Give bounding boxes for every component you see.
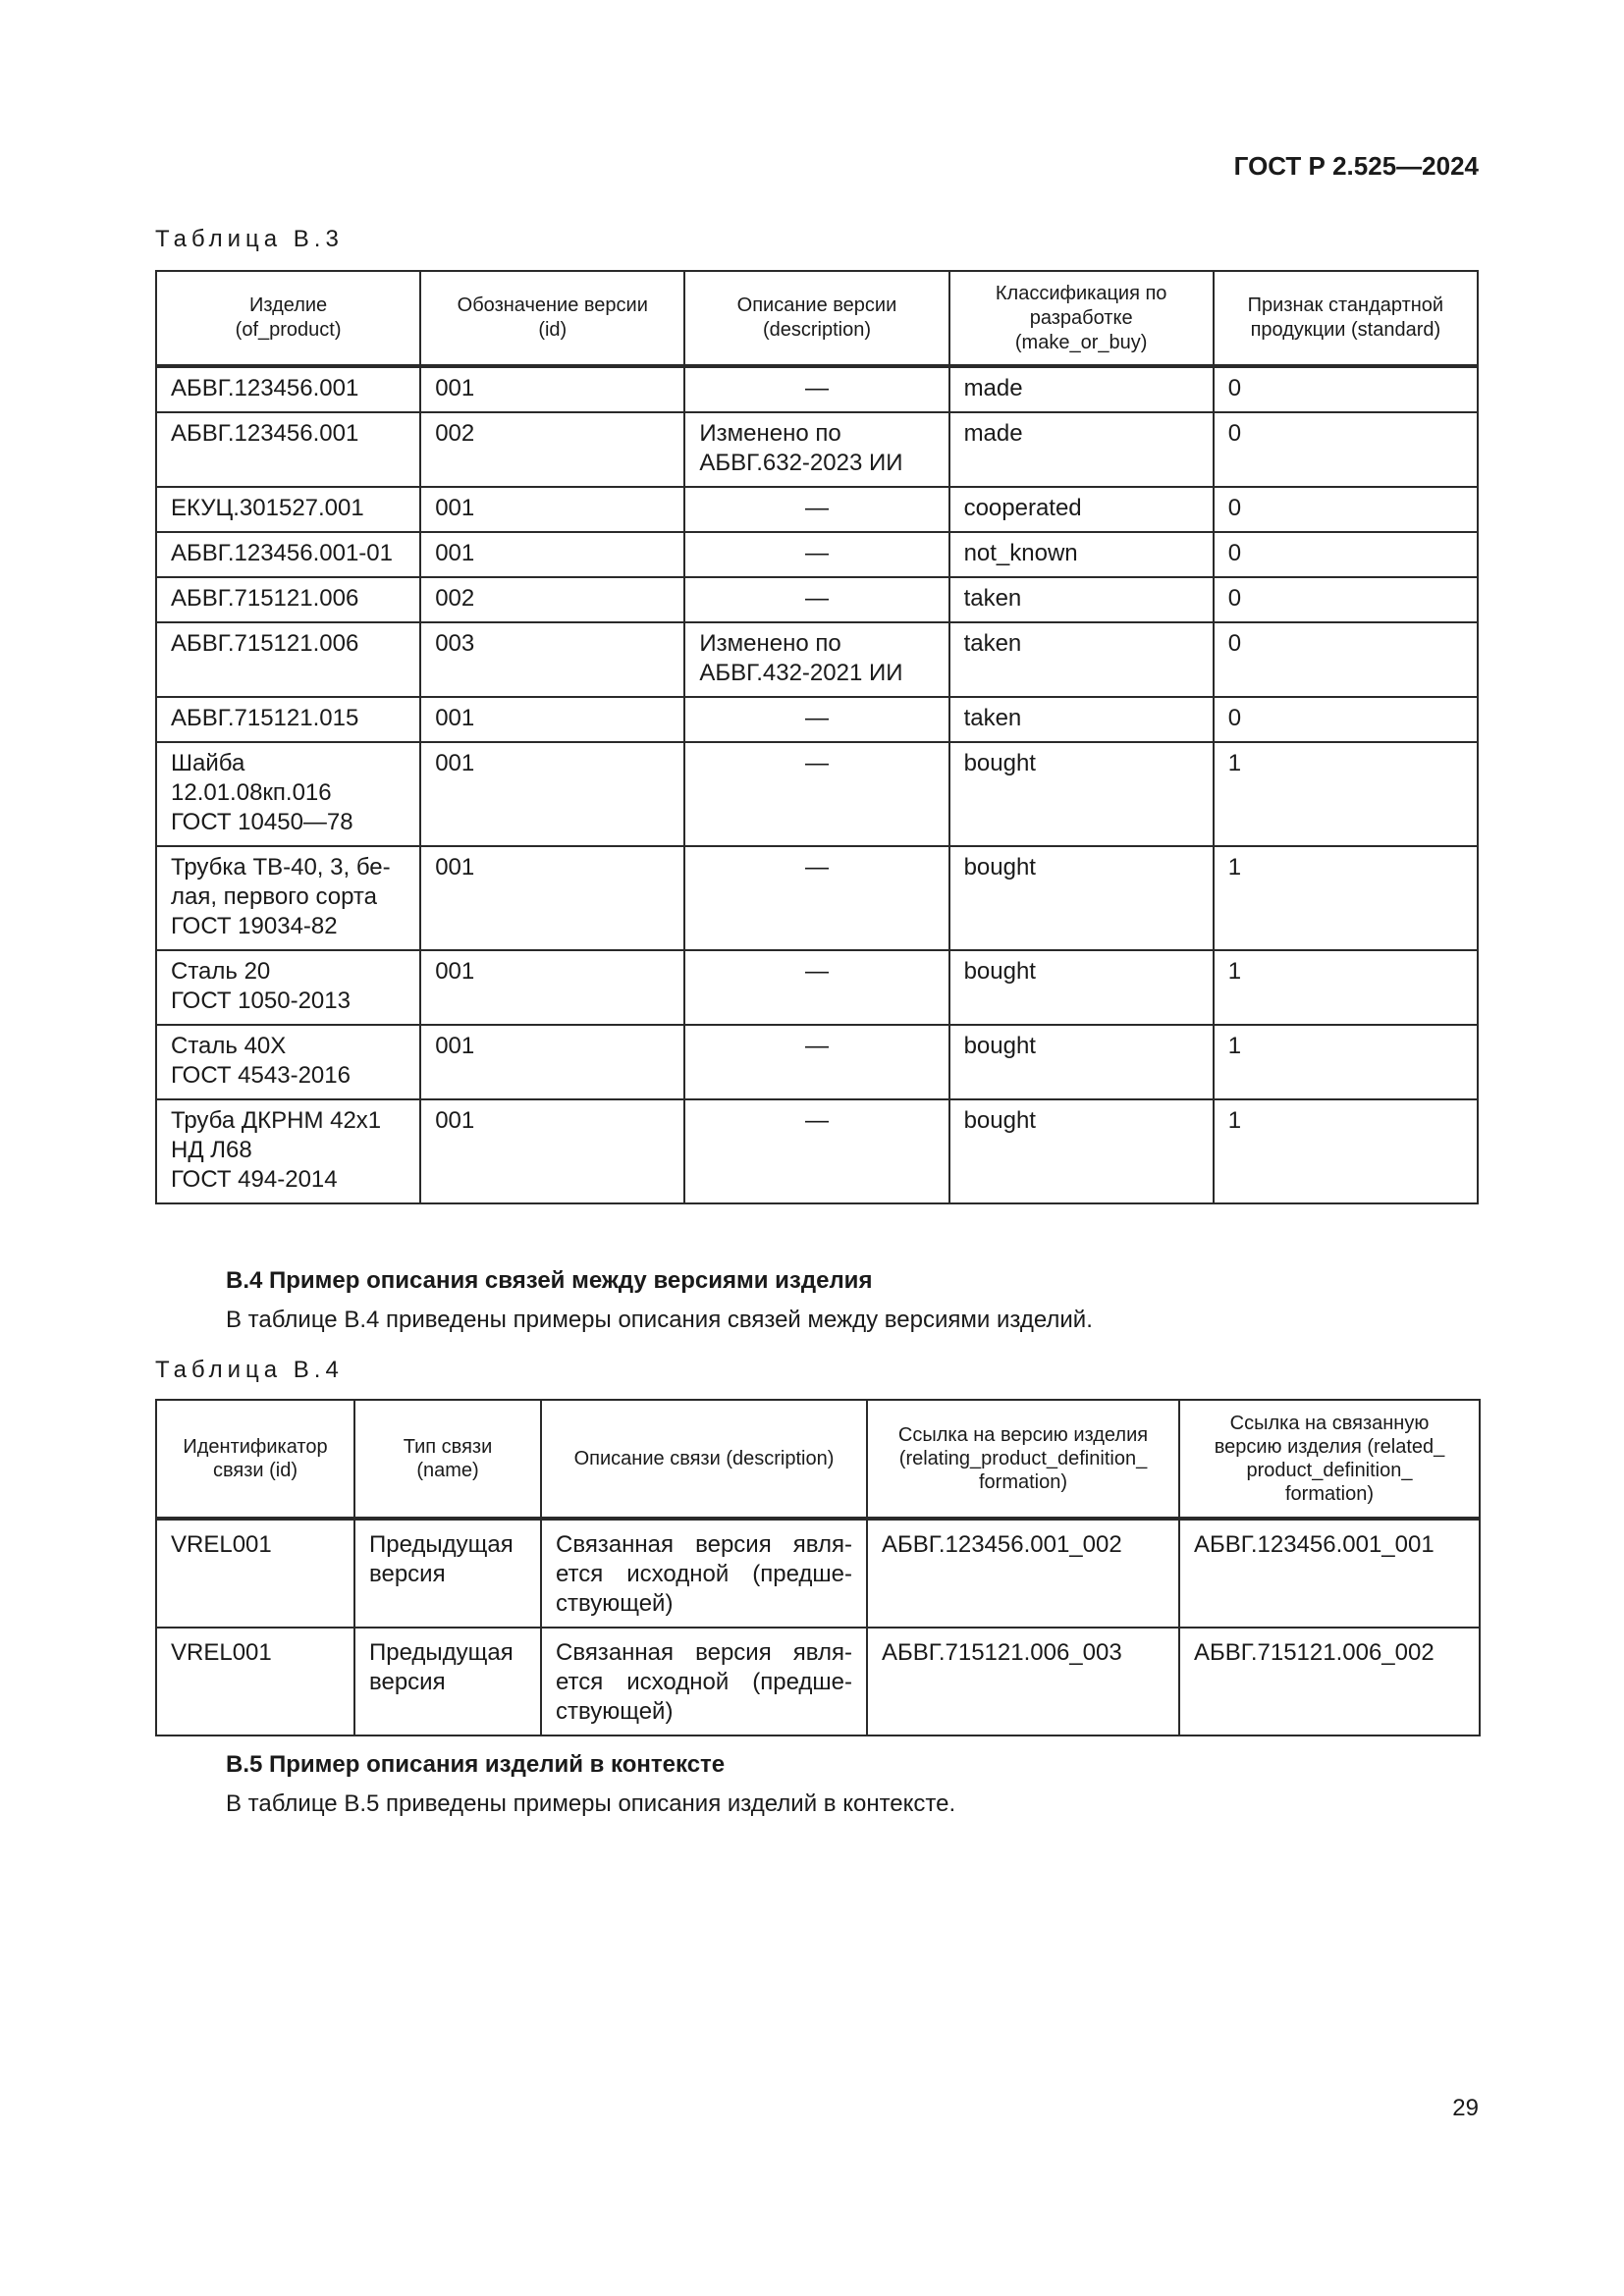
cell-make-or-buy: cooperated — [949, 487, 1214, 532]
cell-version-description: — — [684, 487, 948, 532]
cell-product: АБВГ.715121.015 — [156, 697, 420, 742]
cell-product: Сталь 20 ГОСТ 1050-2013 — [156, 950, 420, 1025]
cell-version-id: 001 — [420, 366, 684, 412]
cell-link-type: Предыдущая версия — [354, 1628, 541, 1735]
cell-standard: 1 — [1214, 1099, 1478, 1203]
cell-version-description: — — [684, 950, 948, 1025]
table-b3 — [155, 270, 1479, 1204]
table-row — [156, 1519, 1480, 1628]
cell-product: Труба ДКРНМ 42х1 НД Л68 ГОСТ 494-2014 — [156, 1099, 420, 1203]
cell-version-description: — — [684, 742, 948, 846]
cell-make-or-buy: taken — [949, 622, 1214, 697]
table-row — [156, 1628, 1480, 1735]
cell-link-type: Предыдущая версия — [354, 1519, 541, 1628]
cell-standard: 0 — [1214, 366, 1478, 412]
col-header-make-or-buy: Классификация по разработке (make_or_buy) — [949, 271, 1214, 366]
cell-version-description: — — [684, 1099, 948, 1203]
section-b4-title: В.4 Пример описания связей между версиями изделия — [226, 1267, 873, 1294]
cell-standard: 1 — [1214, 846, 1478, 950]
cell-related-version: АБВГ.123456.001_001 — [1179, 1519, 1480, 1628]
cell-version-id: 001 — [420, 950, 684, 1025]
col-header-version-description: Описание версии (description) — [684, 271, 948, 366]
cell-standard: 1 — [1214, 950, 1478, 1025]
cell-standard: 0 — [1214, 412, 1478, 487]
cell-standard: 0 — [1214, 697, 1478, 742]
table-row — [156, 532, 1478, 577]
cell-version-description: — — [684, 532, 948, 577]
cell-version-description: — — [684, 366, 948, 412]
page-number: 29 — [1452, 2095, 1479, 2121]
cell-product: Трубка ТВ-40, 3, бе- лая, первого сорта ГОСТ 19034-82 — [156, 846, 420, 950]
cell-make-or-buy: taken — [949, 697, 1214, 742]
cell-product: АБВГ.123456.001 — [156, 412, 420, 487]
cell-link-description: Связанная версия явля-ется исходной (предше-ствующей) — [541, 1628, 867, 1735]
table-b3-header-row — [156, 271, 1478, 366]
col-header-version-id: Обозначение версии (id) — [420, 271, 684, 366]
document-code: ГОСТ Р 2.525—2024 — [1233, 151, 1479, 181]
table-b4 — [155, 1399, 1481, 1736]
cell-product: АБВГ.123456.001 — [156, 366, 420, 412]
cell-make-or-buy: made — [949, 366, 1214, 412]
section-b5-title: В.5 Пример описания изделий в контексте — [226, 1751, 726, 1778]
table-row — [156, 412, 1478, 487]
table-row — [156, 366, 1478, 412]
cell-make-or-buy: bought — [949, 1099, 1214, 1203]
cell-standard: 0 — [1214, 622, 1478, 697]
col-header-link-id: Идентификатор связи (id) — [156, 1400, 354, 1519]
cell-version-id: 001 — [420, 1099, 684, 1203]
cell-relating-version: АБВГ.123456.001_002 — [867, 1519, 1179, 1628]
col-header-link-type: Тип связи (name) — [354, 1400, 541, 1519]
cell-version-id: 001 — [420, 487, 684, 532]
cell-make-or-buy: bought — [949, 742, 1214, 846]
cell-version-id: 001 — [420, 846, 684, 950]
cell-link-id: VREL001 — [156, 1628, 354, 1735]
cell-make-or-buy: bought — [949, 950, 1214, 1025]
table-row — [156, 622, 1478, 697]
col-header-relating-version: Ссылка на версию изделия (relating_product_definition_ formation) — [867, 1400, 1179, 1519]
table-row — [156, 1025, 1478, 1099]
cell-version-id: 001 — [420, 1025, 684, 1099]
cell-standard: 1 — [1214, 1025, 1478, 1099]
cell-make-or-buy: not_known — [949, 532, 1214, 577]
table-row — [156, 487, 1478, 532]
cell-make-or-buy: bought — [949, 846, 1214, 950]
cell-version-id: 001 — [420, 697, 684, 742]
cell-product: ЕКУЦ.301527.001 — [156, 487, 420, 532]
table-b4-caption: Таблица В.4 — [155, 1357, 344, 1383]
cell-related-version: АБВГ.715121.006_002 — [1179, 1628, 1480, 1735]
col-header-standard: Признак стандартной продукции (standard) — [1214, 271, 1478, 366]
cell-product: Сталь 40Х ГОСТ 4543-2016 — [156, 1025, 420, 1099]
cell-version-id: 001 — [420, 532, 684, 577]
col-header-link-description: Описание связи (description) — [541, 1400, 867, 1519]
table-row — [156, 577, 1478, 622]
cell-standard: 0 — [1214, 487, 1478, 532]
col-header-product: Изделие (of_product) — [156, 271, 420, 366]
section-b4-paragraph: В таблице В.4 приведены примеры описания связей между версиями изделий. — [226, 1307, 1093, 1333]
table-b4-header-row — [156, 1400, 1480, 1519]
cell-product: Шайба 12.01.08кп.016 ГОСТ 10450—78 — [156, 742, 420, 846]
cell-product: АБВГ.715121.006 — [156, 577, 420, 622]
cell-version-description: — — [684, 697, 948, 742]
table-b3-caption: Таблица В.3 — [155, 226, 344, 252]
cell-product: АБВГ.123456.001-01 — [156, 532, 420, 577]
cell-relating-version: АБВГ.715121.006_003 — [867, 1628, 1179, 1735]
table-row — [156, 697, 1478, 742]
cell-link-description: Связанная версия явля-ется исходной (предше-ствующей) — [541, 1519, 867, 1628]
table-row — [156, 950, 1478, 1025]
cell-make-or-buy: taken — [949, 577, 1214, 622]
cell-product: АБВГ.715121.006 — [156, 622, 420, 697]
cell-version-id: 002 — [420, 412, 684, 487]
cell-standard: 1 — [1214, 742, 1478, 846]
cell-standard: 0 — [1214, 577, 1478, 622]
cell-version-description: Изменено по АБВГ.632-2023 ИИ — [684, 412, 948, 487]
cell-version-description: — — [684, 846, 948, 950]
cell-version-id: 001 — [420, 742, 684, 846]
cell-version-description: — — [684, 577, 948, 622]
cell-standard: 0 — [1214, 532, 1478, 577]
cell-version-description: Изменено по АБВГ.432-2021 ИИ — [684, 622, 948, 697]
cell-version-description: — — [684, 1025, 948, 1099]
table-row — [156, 1099, 1478, 1203]
table-row — [156, 742, 1478, 846]
cell-version-id: 003 — [420, 622, 684, 697]
cell-make-or-buy: bought — [949, 1025, 1214, 1099]
col-header-related-version: Ссылка на связанную версию изделия (related_ product_definition_ formation) — [1179, 1400, 1480, 1519]
section-b5-paragraph: В таблице В.5 приведены примеры описания изделий в контексте. — [226, 1790, 956, 1817]
table-row — [156, 846, 1478, 950]
cell-link-id: VREL001 — [156, 1519, 354, 1628]
cell-make-or-buy: made — [949, 412, 1214, 487]
cell-version-id: 002 — [420, 577, 684, 622]
